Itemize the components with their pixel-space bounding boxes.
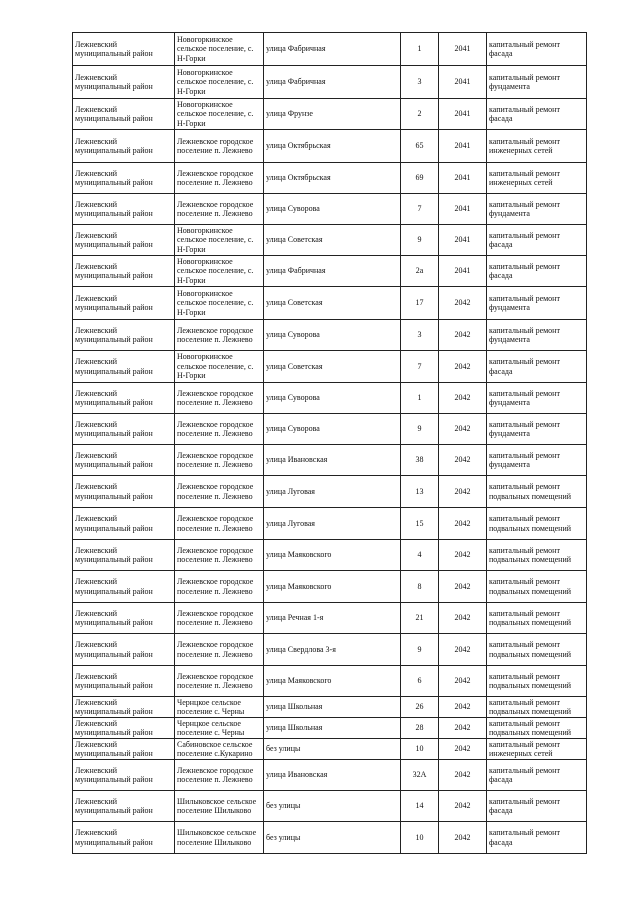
settlement-cell: Новогоркинское сельское поселение, с. Н-Горки: [175, 287, 264, 320]
street-cell: улица Луговая: [264, 508, 401, 540]
settlement-cell: Лежневское городское поселение п. Лежнево: [175, 383, 264, 414]
house-number-cell: 21: [401, 603, 439, 634]
street-cell: улица Суворова: [264, 320, 401, 351]
district-cell: Лежневский муниципальный район: [73, 383, 175, 414]
district-cell: Лежневский муниципальный район: [73, 571, 175, 603]
work-type-cell: капитальный ремонт фундамента: [487, 287, 587, 320]
house-number-cell: 7: [401, 194, 439, 225]
street-cell: улица Маяковского: [264, 571, 401, 603]
settlement-cell: Лежневское городское поселение п. Лежнево: [175, 194, 264, 225]
street-cell: улица Фрунзе: [264, 99, 401, 130]
table-row: [73, 822, 587, 854]
year-cell: 2041: [439, 194, 487, 225]
settlement-cell: Лежневское городское поселение п. Лежнево: [175, 760, 264, 791]
year-cell: 2042: [439, 822, 487, 854]
street-cell: улица Ивановская: [264, 445, 401, 476]
year-cell: 2042: [439, 414, 487, 445]
street-cell: без улицы: [264, 791, 401, 822]
street-cell: улица Маяковского: [264, 666, 401, 697]
street-cell: улица Ивановская: [264, 760, 401, 791]
settlement-cell: Лежневское городское поселение п. Лежнево: [175, 508, 264, 540]
work-type-cell: капитальный ремонт подвальных помещений: [487, 603, 587, 634]
district-cell: Лежневский муниципальный район: [73, 666, 175, 697]
house-number-cell: 15: [401, 508, 439, 540]
district-cell: Лежневский муниципальный район: [73, 634, 175, 666]
settlement-cell: Шилыковское сельское поселение Шилыково: [175, 791, 264, 822]
settlement-cell: Лежневское городское поселение п. Лежнево: [175, 320, 264, 351]
year-cell: 2042: [439, 320, 487, 351]
work-type-cell: капитальный ремонт подвальных помещений: [487, 634, 587, 666]
settlement-cell: Чернцкое сельское поселение с. Черны: [175, 697, 264, 718]
work-type-cell: капитальный ремонт фасада: [487, 791, 587, 822]
district-cell: Лежневский муниципальный район: [73, 603, 175, 634]
settlement-cell: Лежневское городское поселение п. Лежнево: [175, 476, 264, 508]
house-number-cell: 8: [401, 571, 439, 603]
house-number-cell: 69: [401, 163, 439, 194]
district-cell: Лежневский муниципальный район: [73, 822, 175, 854]
house-number-cell: 9: [401, 634, 439, 666]
table-row: [73, 225, 587, 256]
house-number-cell: 28: [401, 718, 439, 739]
table-row: [73, 476, 587, 508]
table-row: [73, 571, 587, 603]
settlement-cell: Лежневское городское поселение п. Лежнево: [175, 634, 264, 666]
table-row: [73, 33, 587, 66]
street-cell: улица Суворова: [264, 383, 401, 414]
street-cell: улица Советская: [264, 287, 401, 320]
settlement-cell: Лежневское городское поселение п. Лежнево: [175, 571, 264, 603]
settlement-cell: Лежневское городское поселение п. Лежнево: [175, 540, 264, 571]
district-cell: Лежневский муниципальный район: [73, 414, 175, 445]
street-cell: улица Советская: [264, 225, 401, 256]
street-cell: улица Фабричная: [264, 66, 401, 99]
street-cell: улица Фабричная: [264, 256, 401, 287]
district-cell: Лежневский муниципальный район: [73, 33, 175, 66]
district-cell: Лежневский муниципальный район: [73, 225, 175, 256]
table-row: [73, 320, 587, 351]
work-type-cell: капитальный ремонт фасада: [487, 225, 587, 256]
table-row: [73, 66, 587, 99]
year-cell: 2042: [439, 287, 487, 320]
house-number-cell: 3: [401, 320, 439, 351]
street-cell: улица Суворова: [264, 414, 401, 445]
year-cell: 2042: [439, 603, 487, 634]
work-type-cell: капитальный ремонт подвальных помещений: [487, 697, 587, 718]
table-row: [73, 760, 587, 791]
work-type-cell: капитальный ремонт фасада: [487, 99, 587, 130]
year-cell: 2041: [439, 66, 487, 99]
settlement-cell: Лежневское городское поселение п. Лежнево: [175, 414, 264, 445]
work-type-cell: капитальный ремонт подвальных помещений: [487, 718, 587, 739]
house-number-cell: 10: [401, 739, 439, 760]
table-row: [73, 383, 587, 414]
settlement-cell: Новогоркинское сельское поселение, с. Н-Горки: [175, 66, 264, 99]
street-cell: улица Школьная: [264, 718, 401, 739]
street-cell: улица Луговая: [264, 476, 401, 508]
year-cell: 2042: [439, 508, 487, 540]
district-cell: Лежневский муниципальный район: [73, 508, 175, 540]
table-row: [73, 718, 587, 739]
table-row: [73, 351, 587, 383]
year-cell: 2042: [439, 445, 487, 476]
district-cell: Лежневский муниципальный район: [73, 130, 175, 163]
table-row: [73, 697, 587, 718]
house-number-cell: 7: [401, 351, 439, 383]
work-type-cell: капитальный ремонт подвальных помещений: [487, 540, 587, 571]
settlement-cell: Лежневское городское поселение п. Лежнево: [175, 130, 264, 163]
table-row: [73, 666, 587, 697]
work-type-cell: капитальный ремонт подвальных помещений: [487, 571, 587, 603]
street-cell: без улицы: [264, 739, 401, 760]
district-cell: Лежневский муниципальный район: [73, 445, 175, 476]
street-cell: улица Свердлова 3-я: [264, 634, 401, 666]
district-cell: Лежневский муниципальный район: [73, 791, 175, 822]
district-cell: Лежневский муниципальный район: [73, 739, 175, 760]
year-cell: 2041: [439, 163, 487, 194]
street-cell: улица Октябрьская: [264, 130, 401, 163]
district-cell: Лежневский муниципальный район: [73, 194, 175, 225]
year-cell: 2042: [439, 697, 487, 718]
work-type-cell: капитальный ремонт инженерных сетей: [487, 163, 587, 194]
house-number-cell: 6: [401, 666, 439, 697]
work-type-cell: капитальный ремонт фасада: [487, 33, 587, 66]
work-type-cell: капитальный ремонт фундамента: [487, 320, 587, 351]
settlement-cell: Лежневское городское поселение п. Лежнево: [175, 603, 264, 634]
district-cell: Лежневский муниципальный район: [73, 718, 175, 739]
work-type-cell: капитальный ремонт фундамента: [487, 445, 587, 476]
house-number-cell: 9: [401, 225, 439, 256]
year-cell: 2041: [439, 99, 487, 130]
street-cell: улица Советская: [264, 351, 401, 383]
house-number-cell: 2а: [401, 256, 439, 287]
work-type-cell: капитальный ремонт фундамента: [487, 66, 587, 99]
settlement-cell: Лежневское городское поселение п. Лежнево: [175, 445, 264, 476]
house-number-cell: 17: [401, 287, 439, 320]
district-cell: Лежневский муниципальный район: [73, 66, 175, 99]
work-type-cell: капитальный ремонт фасада: [487, 256, 587, 287]
district-cell: Лежневский муниципальный район: [73, 99, 175, 130]
house-number-cell: 3: [401, 66, 439, 99]
year-cell: 2042: [439, 476, 487, 508]
house-number-cell: 10: [401, 822, 439, 854]
street-cell: улица Речная 1-я: [264, 603, 401, 634]
district-cell: Лежневский муниципальный район: [73, 287, 175, 320]
table-row: [73, 634, 587, 666]
house-number-cell: 65: [401, 130, 439, 163]
district-cell: Лежневский муниципальный район: [73, 760, 175, 791]
house-number-cell: 38: [401, 445, 439, 476]
house-number-cell: 2: [401, 99, 439, 130]
table-row: [73, 445, 587, 476]
settlement-cell: Сабиновское сельское поселение с.Кукарино: [175, 739, 264, 760]
year-cell: 2042: [439, 791, 487, 822]
year-cell: 2042: [439, 718, 487, 739]
year-cell: 2042: [439, 383, 487, 414]
district-cell: Лежневский муниципальный район: [73, 540, 175, 571]
street-cell: без улицы: [264, 822, 401, 854]
year-cell: 2041: [439, 33, 487, 66]
settlement-cell: Шилыковское сельское поселение Шилыково: [175, 822, 264, 854]
settlement-cell: Новогоркинское сельское поселение, с. Н-Горки: [175, 33, 264, 66]
settlement-cell: Лежневское городское поселение п. Лежнево: [175, 666, 264, 697]
house-number-cell: 26: [401, 697, 439, 718]
work-type-cell: капитальный ремонт подвальных помещений: [487, 666, 587, 697]
year-cell: 2042: [439, 540, 487, 571]
work-type-cell: капитальный ремонт инженерных сетей: [487, 130, 587, 163]
district-cell: Лежневский муниципальный район: [73, 697, 175, 718]
district-cell: Лежневский муниципальный район: [73, 476, 175, 508]
street-cell: улица Фабричная: [264, 33, 401, 66]
settlement-cell: Новогоркинское сельское поселение, с. Н-Горки: [175, 225, 264, 256]
district-cell: Лежневский муниципальный район: [73, 163, 175, 194]
house-number-cell: 1: [401, 33, 439, 66]
table-row: [73, 99, 587, 130]
year-cell: 2042: [439, 571, 487, 603]
table-row: [73, 540, 587, 571]
street-cell: улица Маяковского: [264, 540, 401, 571]
year-cell: 2041: [439, 256, 487, 287]
street-cell: улица Школьная: [264, 697, 401, 718]
year-cell: 2042: [439, 739, 487, 760]
year-cell: 2042: [439, 351, 487, 383]
year-cell: 2042: [439, 666, 487, 697]
table-row: [73, 194, 587, 225]
work-type-cell: капитальный ремонт инженерных сетей: [487, 739, 587, 760]
table-row: [73, 739, 587, 760]
work-type-cell: капитальный ремонт фасада: [487, 351, 587, 383]
table-row: [73, 414, 587, 445]
work-type-cell: капитальный ремонт фундамента: [487, 414, 587, 445]
table-row: [73, 508, 587, 540]
work-type-cell: капитальный ремонт фундамента: [487, 194, 587, 225]
housing-repair-table: [72, 32, 587, 854]
house-number-cell: 4: [401, 540, 439, 571]
house-number-cell: 9: [401, 414, 439, 445]
house-number-cell: 1: [401, 383, 439, 414]
settlement-cell: Новогоркинское сельское поселение, с. Н-Горки: [175, 351, 264, 383]
table-row: [73, 287, 587, 320]
table-row: [73, 130, 587, 163]
settlement-cell: Новогоркинское сельское поселение, с. Н-Горки: [175, 99, 264, 130]
work-type-cell: капитальный ремонт подвальных помещений: [487, 508, 587, 540]
street-cell: улица Октябрьская: [264, 163, 401, 194]
table-row: [73, 791, 587, 822]
house-number-cell: 32А: [401, 760, 439, 791]
table-row: [73, 163, 587, 194]
street-cell: улица Суворова: [264, 194, 401, 225]
work-type-cell: капитальный ремонт фасада: [487, 822, 587, 854]
district-cell: Лежневский муниципальный район: [73, 256, 175, 287]
year-cell: 2041: [439, 225, 487, 256]
work-type-cell: капитальный ремонт фундамента: [487, 383, 587, 414]
table-row: [73, 256, 587, 287]
district-cell: Лежневский муниципальный район: [73, 320, 175, 351]
year-cell: 2042: [439, 760, 487, 791]
district-cell: Лежневский муниципальный район: [73, 351, 175, 383]
work-type-cell: капитальный ремонт подвальных помещений: [487, 476, 587, 508]
settlement-cell: Чернцкое сельское поселение с. Черны: [175, 718, 264, 739]
year-cell: 2042: [439, 634, 487, 666]
settlement-cell: Лежневское городское поселение п. Лежнево: [175, 163, 264, 194]
table-row: [73, 603, 587, 634]
house-number-cell: 13: [401, 476, 439, 508]
work-type-cell: капитальный ремонт фасада: [487, 760, 587, 791]
settlement-cell: Новогоркинское сельское поселение, с. Н-Горки: [175, 256, 264, 287]
year-cell: 2041: [439, 130, 487, 163]
house-number-cell: 14: [401, 791, 439, 822]
